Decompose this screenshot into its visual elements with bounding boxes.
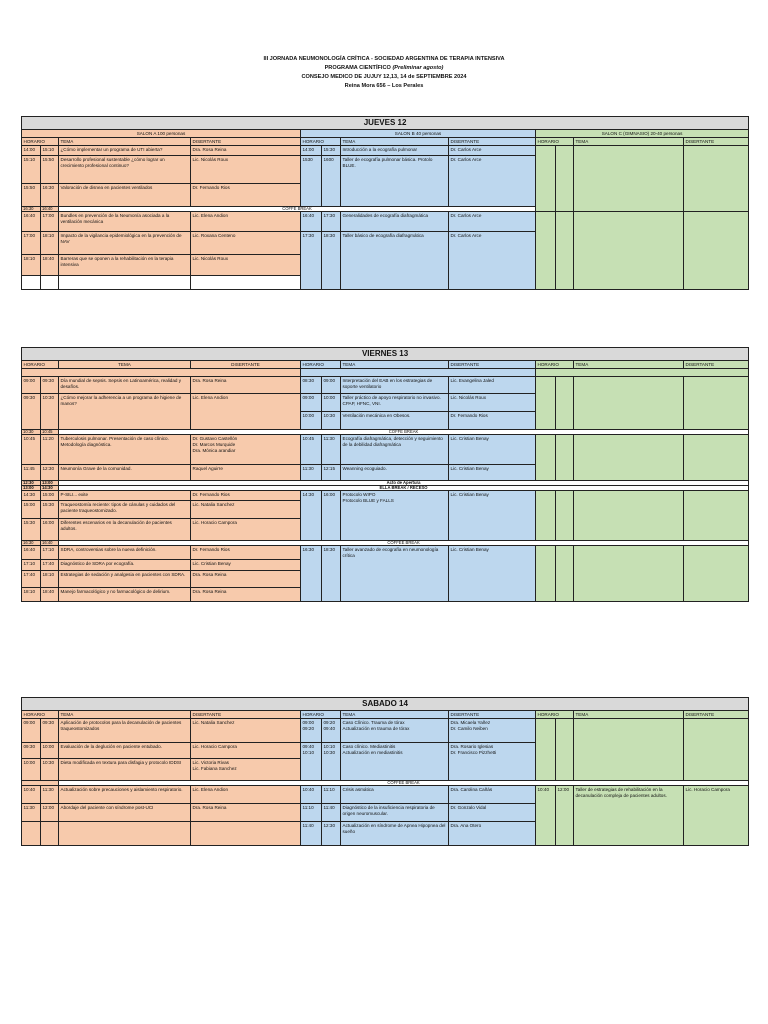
session-speaker: Lic. Victoria Rivas Lic. Fabiana Sanchez <box>191 759 301 781</box>
session-topic: Traqueostomía reciente: tipos de cánulas y cuidados del paciente traqueostomizado. <box>59 501 191 519</box>
time-end: 11:40 <box>322 804 341 822</box>
col-tema: TEMA <box>341 361 449 369</box>
time-start: 17:40 <box>22 571 41 588</box>
col-disertante: DISERTANTE <box>449 711 536 719</box>
coffee-break: COFFE BREAK <box>59 430 749 435</box>
session-topic: Manejo farmacológico y no farmacológico de delirium. <box>59 588 191 602</box>
time-end: 12:15 <box>322 465 341 481</box>
session-topic: Diagnóstico de la insuficiencia respiratoria de origen neuromuscular. <box>341 804 449 822</box>
session-topic: Ecografía diafragmática, detección y seguimiento de la debilidad diafragmática <box>341 435 449 465</box>
session-speaker: Dra. Rosa Reina <box>191 571 301 588</box>
session-speaker: Dra. Rosario Iglesias Dr. Francisco Pizzhetti <box>449 743 536 781</box>
session-topic: SDRA, controversias sobre la nueva definición. <box>59 546 191 560</box>
time-start: 09:30 <box>22 394 41 430</box>
time-start: 14:00 <box>22 146 41 156</box>
session-topic: Crisis asmática <box>341 786 449 804</box>
time-start: 15:30 <box>22 519 41 541</box>
session-speaker: Lic. Cristian Benay <box>191 560 301 571</box>
col-disertante: DISERTANTE <box>191 711 301 719</box>
time-start: 16:40 <box>22 546 41 560</box>
col-tema: TEMA <box>59 711 191 719</box>
col-horario: HORARIO <box>22 361 59 369</box>
time-end: 12:00 <box>41 804 59 822</box>
session-speaker: Lic. Natalia Sanchez <box>191 719 301 743</box>
time-start: 11:10 <box>301 804 322 822</box>
session-speaker: Lic. Cristian Benay <box>449 491 536 541</box>
time-end: 10:30 <box>41 394 59 430</box>
time-end: 17:10 <box>41 546 59 560</box>
session-speaker: Lic. Cristian Benay <box>449 465 536 481</box>
col-tema: TEMA <box>59 361 191 369</box>
time-end: 09:30 <box>41 719 59 743</box>
time-end: 15:30 <box>41 501 59 519</box>
session-speaker: Lic. Nicolás Roux <box>191 156 301 184</box>
col-horario: HORARIO <box>301 361 341 369</box>
col-disertante: DISERTANTE <box>684 711 749 719</box>
session-topic: Actualización en síndrome de Apnea Hipopnea del sueño <box>341 822 449 846</box>
time-end: 11:10 <box>322 786 341 804</box>
session-topic: Valoración de disnea en pacientes ventilados <box>59 184 191 207</box>
time-start: 16:40 <box>301 212 322 232</box>
time-start: 08:30 <box>301 377 322 394</box>
time-start: 10:40 <box>22 786 41 804</box>
session-speaker: Dra. Carolina Cañás <box>449 786 536 804</box>
session-speaker: Lic. Horacio Campora <box>684 786 749 846</box>
session-topic: P-SILI... exite <box>59 491 191 501</box>
col-disertante: DISERTANTE <box>191 138 301 146</box>
salon-b-label: SALON B 40 personas <box>301 130 536 138</box>
time-end: 17:00 <box>41 212 59 232</box>
session-topic: Barreras que se oponen a la rehabilitación en la terapia intensiva <box>59 255 191 276</box>
session-speaker: Dra. Micaela Yañez Dr. Camilo Neiben <box>449 719 536 743</box>
session-topic: Taller de estrategias de rehabilitación en la decanulación compleja de pacientes adultos. <box>574 786 684 846</box>
col-horario: HORARIO <box>22 138 59 146</box>
header-line-3: CONSEJO MEDICO DE JUJUY 12,13, 14 de SEPTIEMBRE 2024 <box>301 74 467 80</box>
session-speaker: Dr. Fernando Rios <box>449 412 536 430</box>
time-start: 09:00 <box>22 377 41 394</box>
session-topic: Neumonía Grave de la comunidad. <box>59 465 191 481</box>
col-tema: TEMA <box>574 711 684 719</box>
session-speaker: Dr. Fernando Rios <box>191 184 301 207</box>
col-tema: TEMA <box>574 361 684 369</box>
time-start: 16:30 <box>22 207 41 212</box>
time-start: 17:00 <box>22 232 41 255</box>
col-horario: HORARIO <box>536 138 574 146</box>
session-speaker: Lic. Elena Andion <box>191 212 301 232</box>
jueves-title: JUEVES 12 <box>22 117 749 130</box>
time-end: 13:00 <box>41 481 59 486</box>
time-end: 10:00 <box>322 394 341 412</box>
session-topic: Protocolo WIPO Protocolo BLUE y FALLS <box>341 491 449 541</box>
session-speaker: Dr. Fernando Rios <box>191 546 301 560</box>
session-topic: Día mundial de sepsis. Sepsis en Latinoamérica, realidad y desafíos. <box>59 377 191 394</box>
header-line-4: Reina Mora 656 – Los Perales <box>344 83 424 89</box>
salon-a-label: SALON A 100 personas <box>22 130 301 138</box>
time-start: 09:00 09:20 <box>301 719 322 743</box>
time-start: 18:10 <box>22 588 41 602</box>
col-disertante: DISERTANTE <box>191 361 301 369</box>
session-topic: Taller básico de ecografía diafragmática <box>341 232 449 290</box>
time-start: 09:00 <box>301 394 322 412</box>
time-end: 17:40 <box>41 560 59 571</box>
session-topic: Ventilación mecánica en Obesos. <box>341 412 449 430</box>
header-line-1: III JORNADA NEUMONOLOGÍA CRÍTICA - SOCIEDAD ARGENTINA DE TERAPIA INTENSIVA <box>263 56 505 62</box>
time-end: 12:30 <box>322 822 341 846</box>
col-tema: TEMA <box>341 138 449 146</box>
session-topic: Caso Clínico. Trauma de tórax Actualización en trauma de tórax <box>341 719 449 743</box>
session-topic: Taller práctico de apoyo respiratorio no invasivo. CPAP, HFNC, VNI. <box>341 394 449 412</box>
time-end: 10:10 10:30 <box>322 743 341 781</box>
session-speaker: Dr. Carlos Arce <box>449 146 536 156</box>
col-tema: TEMA <box>59 138 191 146</box>
time-start: 15:00 <box>22 501 41 519</box>
session-speaker: Lic. Horacio Campora <box>191 519 301 541</box>
session-topic: ¿Cómo mejorar la adherencia a un programa de higiene de manos? <box>59 394 191 430</box>
jueves-table <box>21 116 749 290</box>
session-topic: Interpretación del EAB en los estrategias de soporte ventilatorio <box>341 377 449 394</box>
time-start: 11:30 <box>301 465 322 481</box>
time-start: 14:30 <box>22 491 41 501</box>
session-topic: Taller avanzado de ecografía en neumonología crítica <box>341 546 449 602</box>
time-start: 14:00 <box>301 146 322 156</box>
time-end: 10:30 <box>322 412 341 430</box>
time-end: 15:10 <box>41 146 59 156</box>
session-topic: Weanning ecoguiado. <box>341 465 449 481</box>
time-start: 10:00 <box>301 412 322 430</box>
session-speaker: Lic. Horacio Campora <box>191 743 301 759</box>
session-speaker: Lic. Roxana Centeno <box>191 232 301 255</box>
session-topic: Generalidades de ecografía diafragmática <box>341 212 449 232</box>
time-end: 11:20 <box>41 435 59 465</box>
session-topic: ¿Cómo implementar un programa de UTI abierta? <box>59 146 191 156</box>
col-tema: TEMA <box>341 711 449 719</box>
time-end: 10:45 <box>41 430 59 435</box>
session-speaker: Raquel Aguirre <box>191 465 301 481</box>
col-disertante: DISERTANTE <box>684 138 749 146</box>
time-end: 16:40 <box>41 541 59 546</box>
salon-c-label: SALON C (GIMNASIO) 20-40 personas <box>536 130 749 138</box>
session-topic: Evaluación de la deglución en paciente entubado. <box>59 743 191 759</box>
time-end: 09:00 <box>322 377 341 394</box>
time-start: 10:30 <box>22 430 41 435</box>
coffee-break: COFFEE BREAK <box>59 781 749 786</box>
session-topic: Estrategias de sedación y analgesia en pacientes con SDRA. <box>59 571 191 588</box>
session-speaker: Lic. Cristian Benay <box>449 435 536 465</box>
session-speaker: Dr. Carlos Arce <box>449 212 536 232</box>
time-end: 16:30 <box>41 184 59 207</box>
time-start: 17:30 <box>301 232 322 290</box>
session-topic: Diferentes escenarios en la decanulación de pacientes adultos. <box>59 519 191 541</box>
time-end: 16:40 <box>41 207 59 212</box>
time-start: 16:40 <box>22 212 41 232</box>
session-speaker: Lic. Nicolás Roux <box>449 394 536 412</box>
session-speaker: Lic. Evangelina Jaled <box>449 377 536 394</box>
col-horario: HORARIO <box>536 361 574 369</box>
time-end: 18:10 <box>41 232 59 255</box>
time-end: 17:30 <box>322 212 341 232</box>
session-topic: Introducción a la ecografía pulmonar <box>341 146 449 156</box>
time-start: 10:00 <box>22 759 41 781</box>
header-line-2: PROGRAMA CIENTÍFICO (Preliminar agosto) <box>324 65 444 71</box>
col-horario: HORARIO <box>22 711 59 719</box>
time-start: 10:40 <box>301 786 322 804</box>
session-speaker: Lic. Elena Andion <box>191 394 301 430</box>
viernes-table <box>21 347 749 602</box>
time-end: 16:00 <box>322 491 341 541</box>
time-start: 09:00 <box>22 719 41 743</box>
session-topic: Impacto de la vigilancia epidemiológica en la prevención de NAV <box>59 232 191 255</box>
col-horario: HORARIO <box>536 711 574 719</box>
time-end: 16:00 <box>41 519 59 541</box>
session-speaker: Lic. Nicolás Roux <box>191 255 301 276</box>
sabado-table <box>21 697 749 846</box>
col-horario: HORARIO <box>301 711 341 719</box>
time-end: 18:30 <box>322 232 341 290</box>
sabado-title: SABADO 14 <box>22 698 749 711</box>
col-disertante: DISERTANTE <box>449 361 536 369</box>
time-start: 10:40 <box>536 786 556 846</box>
time-start: 11:45 <box>22 465 41 481</box>
time-start: 11:40 <box>301 822 322 846</box>
time-start: 18:10 <box>22 255 41 276</box>
session-topic: Tuberculosis pulmonar. Presentación de caso clínico. Metodología diagnóstica. <box>59 435 191 465</box>
time-start: 14:30 <box>301 491 322 541</box>
time-end: 18:30 <box>322 546 341 602</box>
time-start: 15:50 <box>22 184 41 207</box>
opening-act: Acto de Apertura <box>59 481 749 486</box>
col-tema: TEMA <box>574 138 684 146</box>
session-topic: Aplicación de protocolos para la decanulación de pacientes traqueostomizados <box>59 719 191 743</box>
coffee-break: COFFEE BREAK <box>59 541 749 546</box>
session-topic: Taller de ecografía pulmonar básica. Protolo BLUE. <box>341 156 449 207</box>
time-end: 09:30 <box>41 377 59 394</box>
time-start: 10:45 <box>301 435 322 465</box>
session-speaker: Dra. Ana Otero <box>449 822 536 846</box>
time-end: 15:50 <box>41 156 59 184</box>
time-start: 15:10 <box>22 156 41 184</box>
time-start: 13:00 <box>22 486 41 491</box>
session-topic: Actualización sobre precauciones y aislamiento respiratorio. <box>59 786 191 804</box>
session-topic: Dieta modificada en textura para disfagia y protocolo IDDSI <box>59 759 191 781</box>
time-start: 17:10 <box>22 560 41 571</box>
session-speaker: Lic. Cristian Benay <box>449 546 536 602</box>
time-end: 18:10 <box>41 571 59 588</box>
time-end: 10:00 <box>41 743 59 759</box>
session-speaker: Lic. Elena Andion <box>191 786 301 804</box>
time-start: 16:30 <box>301 546 322 602</box>
session-speaker: Dr. Fernando Rios <box>191 491 301 501</box>
lunch-break: ELLA BREAK / RECESO <box>59 486 749 491</box>
time-start: 12:30 <box>22 481 41 486</box>
col-horario: HORARIO <box>301 138 341 146</box>
time-end: 12:00 <box>556 786 574 846</box>
time-start: 09:30 <box>22 743 41 759</box>
time-end: 18:40 <box>41 255 59 276</box>
time-start: 1530 <box>301 156 322 207</box>
time-end: 14:30 <box>41 486 59 491</box>
viernes-title: VIERNES 13 <box>22 348 749 361</box>
col-disertante: DISERTANTE <box>684 361 749 369</box>
time-end: 18:40 <box>41 588 59 602</box>
session-speaker: Dra. Rosa Reina <box>191 804 301 822</box>
col-disertante: DISERTANTE <box>449 138 536 146</box>
time-start: 11:30 <box>22 804 41 822</box>
session-speaker: Dr. Carlos Arce <box>449 156 536 207</box>
time-start: 10:45 <box>22 435 41 465</box>
time-end: 15:00 <box>41 491 59 501</box>
time-end: 11:30 <box>41 786 59 804</box>
session-speaker: Dr. Carlos Arce <box>449 232 536 290</box>
time-end: 15:30 <box>322 146 341 156</box>
time-end: 09:20 09:40 <box>322 719 341 743</box>
time-end: 12:30 <box>41 465 59 481</box>
session-speaker: Dra. Rosa Reina <box>191 377 301 394</box>
session-topic: Desarrollo profesional sustentable ¿cómo lograr un crecimiento profesional continuo? <box>59 156 191 184</box>
session-speaker: Dr. Gonzalo Vidal <box>449 804 536 822</box>
session-speaker: Dra. Rosa Reina <box>191 146 301 156</box>
session-topic: Diagnóstico de SDRA por ecografía. <box>59 560 191 571</box>
session-topic: Abordaje del paciente con síndrome post-UCI <box>59 804 191 822</box>
document-header <box>0 55 768 91</box>
session-speaker: Dr. Gustavo Castellón Dr. Marcos Murquide Dra. Mónica arandiar <box>191 435 301 465</box>
time-start: 09:40 10:10 <box>301 743 322 781</box>
session-speaker: Lic. Natalia Sanchez <box>191 501 301 519</box>
session-topic: Bundles en prevención de la Neumonía asociada a la ventilación mecánica <box>59 212 191 232</box>
session-topic: Caso clínico. Mediastinitis Actualización en mediastinitis <box>341 743 449 781</box>
coffee-break: COFFE BREAK <box>59 207 536 212</box>
time-start: 16:30 <box>22 541 41 546</box>
session-speaker: Dra. Rosa Reina <box>191 588 301 602</box>
time-end: 11:30 <box>322 435 341 465</box>
time-end: 1600 <box>322 156 341 207</box>
time-end: 10:30 <box>41 759 59 781</box>
